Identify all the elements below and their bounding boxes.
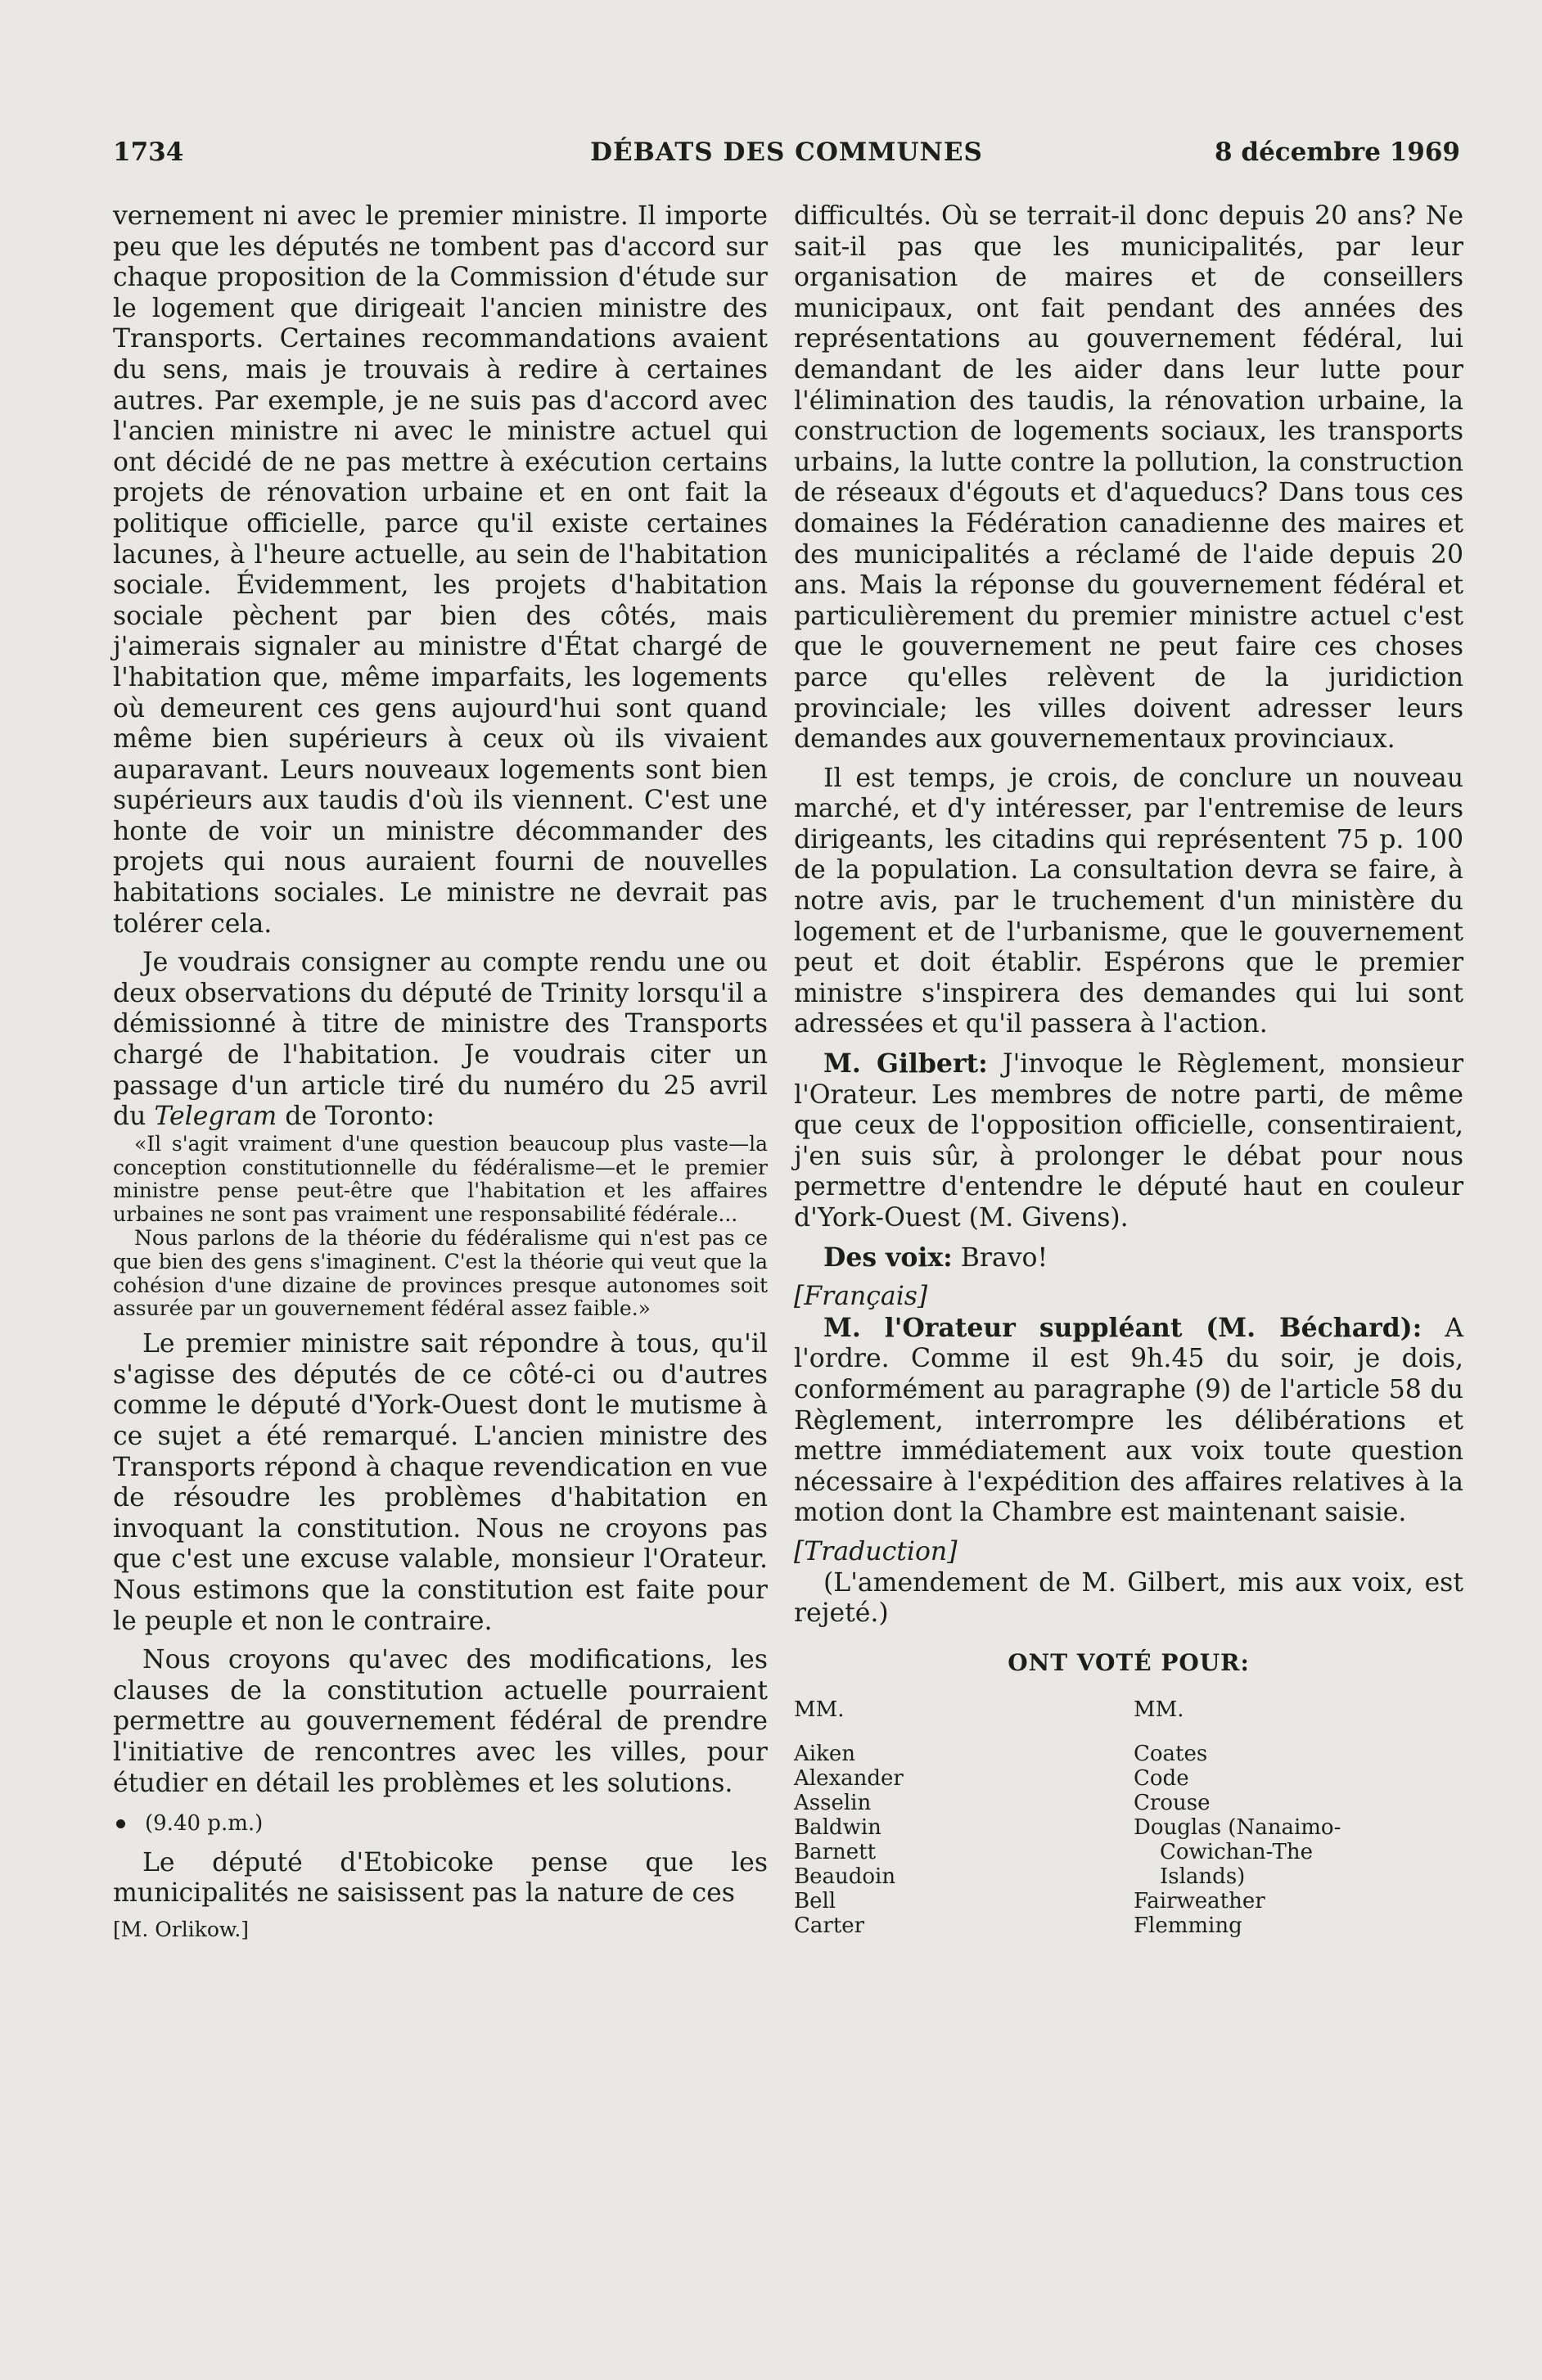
speech: M. Gilbert: J'invoque le Règlement, monsieur l'Orateur. Les membres de notre parti, de même que ceux de l'opposition officielle, consentiraient, j'en suis sûr, à prolonger le débat pour nous permettre d'entendre le député haut en couleur d'York-Ouest (M. Givens). bbox=[794, 1048, 1463, 1233]
member-name: Alexander bbox=[794, 1766, 904, 1792]
language-tag: [Traduction] bbox=[794, 1536, 958, 1566]
left-column bbox=[113, 201, 768, 1945]
member-name: Flemming bbox=[1134, 1913, 1242, 1939]
speaker-tag: [M. Orlikow.] bbox=[113, 1917, 250, 1941]
vote-column-left bbox=[794, 1697, 1124, 1938]
speech: M. l'Orateur suppléant (M. Béchard): A l'ordre. Comme il est 9h.45 du soir, je dois, conformément au paragraphe (9) de l'article 58 du Règlement, interrompre les délibérations et mettre immédiatement aux voix toute question nécessaire à l'expédition des affaires relatives à la motion dont la Chambre est maintenant saisie. bbox=[794, 1312, 1463, 1528]
paragraph: Le premier ministre sait répondre à tous, qu'il s'agisse des députés de ce côté-ci ou d'autres comme le député d'York-Ouest dont le mutisme à ce sujet a été remarqué. L'ancien ministre des Transports répond à chaque revendication en vue de résoudre les problèmes d'habitation en invoquant la constitution. Nous ne croyons pas que c'est une excuse valable, monsieur l'Orateur. Nous estimons que la constitution est faite pour le peuple et non le contraire. bbox=[113, 1329, 768, 1636]
speech: Des voix: Bravo! bbox=[823, 1242, 1048, 1273]
paragraph: vernement ni avec le premier ministre. Il importe peu que les députés ne tombent pas d'accord sur chaque proposition de la Commission d'étude sur le logement que dirigeait l'ancien ministre des Transports. Certaines recommandations avaient du sens, mais je trouvais à redire à certaines autres. Par exemple, je ne suis pas d'accord avec l'ancien ministre ni avec le ministre actuel qui ont décidé de ne pas mettre à exécution certains projets de rénovation urbaine et en ont fait la politique officielle, parce qu'il existe certaines lacunes, à l'heure actuelle, au sein de l'habitation sociale. Évidemment, les projets d'habitation sociale pèchent par bien des côtés, mais j'aimerais signaler au ministre d'État chargé de l'habitation que, même imparfaits, les logements où demeurent ces gens aujourd'hui sont quand même bien supérieurs à ceux où ils vivaient auparavant. Leurs nouveaux logements sont bien supérieurs aux taudis d'où ils viennent. C'est une honte de voir un ministre décommander des projets qui nous auraient fourni de nouvelles habitations sociales. Le ministre ne devrait pas tolérer cela. bbox=[113, 201, 768, 939]
quotation: «Il s'agit vraiment d'une question beaucoup plus vaste—la conception constitutionnelle du fédéralisme—et le premier ministre pense peut-être que l'habitation et les affaires urbaines ne sont pas vraiment une responsabilité fédérale... bbox=[113, 1131, 768, 1227]
member-name: Carter bbox=[794, 1913, 865, 1939]
vote-column-header: MM. bbox=[1134, 1697, 1184, 1723]
language-tag: [Français] bbox=[794, 1282, 928, 1312]
time-marker: (9.40 p.m.) bbox=[113, 1809, 768, 1840]
paragraph: Nous croyons qu'avec des modifications, les clauses de la constitution actuelle pourraient permettre au gouvernement fédéral de prendre l'initiative de rencontres avec les villes, pour étudier en détail les problèmes et les solutions. bbox=[113, 1645, 768, 1798]
paragraph: difficultés. Où se terrait-il donc depuis 20 ans? Ne sait-il pas que les municipalités, par leur organisation de maires et de conseillers municipaux, ont fait pendant des années des représentations au gouvernement fédéral, lui demandant de les aider dans leur lutte pour l'élimination des taudis, la rénovation urbaine, la construction de logements sociaux, les transports urbains, la lutte contre la pollution, la construction de réseaux d'égouts et d'aqueducs? Dans tous ces domaines la Fédération canadienne des maires et des municipalités a réclamé de l'aide depuis 20 ans. Mais la réponse du gouvernement fédéral et particulièrement du premier ministre actuel c'est que le gouvernement ne peut faire ces choses parce qu'elles relèvent de la juridiction provinciale; les villes doivent adresser leurs demandes aux gouvernementaux provinciaux. bbox=[794, 201, 1463, 755]
page-date: 8 décembre 1969 bbox=[1215, 137, 1460, 167]
vote-list bbox=[794, 1697, 1463, 1938]
member-name: Baldwin bbox=[794, 1815, 881, 1841]
member-name: Coates bbox=[1134, 1742, 1208, 1767]
vote-column-right bbox=[1124, 1697, 1463, 1938]
member-name: Bell bbox=[794, 1889, 836, 1914]
member-name: Islands) bbox=[1160, 1864, 1246, 1890]
paragraph: Le député d'Etobicoke pense que les municipalités ne saisissent pas la nature de ces bbox=[113, 1847, 768, 1909]
newspaper-name: Telegram bbox=[154, 1102, 277, 1132]
vote-column-header: MM. bbox=[794, 1697, 845, 1723]
bullet-icon bbox=[116, 1819, 125, 1828]
member-name: Fairweather bbox=[1134, 1889, 1265, 1914]
page-number: 1734 bbox=[113, 137, 184, 167]
paragraph: Je voudrais consigner au compte rendu une ou deux observations du député de Trinity lorsqu'il a démissionné à titre de ministre des Transports chargé de l'habitation. Je voudrais citer un passage d'un article tiré du numéro du 25 avril du Telegram de Toronto: bbox=[113, 948, 768, 1132]
member-name: Aiken bbox=[794, 1742, 855, 1767]
speaker-name: M. l'Orateur suppléant (M. Béchard): bbox=[823, 1312, 1423, 1343]
member-name: Barnett bbox=[794, 1840, 877, 1865]
page-title: DÉBATS DES COMMUNES bbox=[590, 137, 983, 167]
paragraph: (L'amendement de M. Gilbert, mis aux voix, est rejeté.) bbox=[794, 1567, 1463, 1629]
speaker-name: M. Gilbert: bbox=[823, 1048, 988, 1080]
member-name: Crouse bbox=[1134, 1791, 1211, 1816]
page-header bbox=[113, 137, 1460, 174]
member-name: Code bbox=[1134, 1766, 1189, 1792]
right-column bbox=[794, 201, 1463, 1938]
quotation: Nous parlons de la théorie du fédéralisme qui n'est pas ce que bien des gens s'imaginent. C'est la théorie qui veut que la cohésion d'une dizaine de provinces presque autonomes soit assurée par un gouvernement fédéral assez faible.» bbox=[113, 1226, 768, 1321]
vote-heading: ONT VOTÉ POUR: bbox=[1008, 1648, 1250, 1676]
member-name: Douglas (Nanaimo- bbox=[1134, 1815, 1341, 1841]
member-name: Cowichan-The bbox=[1160, 1840, 1314, 1865]
speaker-name: Des voix: bbox=[823, 1242, 953, 1273]
member-name: Asselin bbox=[794, 1791, 872, 1816]
paragraph: Il est temps, je crois, de conclure un nouveau marché, et d'y intéresser, par l'entremise de leurs dirigeants, les citadins qui représentent 75 p. 100 de la population. La consultation devra se faire, à notre avis, par le truchement d'un ministère du logement et de l'urbanisme, que le gouvernement peut et doit établir. Espérons que le premier ministre s'inspirera des demandes qui lui sont adressées et qu'il passera à l'action. bbox=[794, 763, 1463, 1039]
member-name: Beaudoin bbox=[794, 1864, 896, 1890]
